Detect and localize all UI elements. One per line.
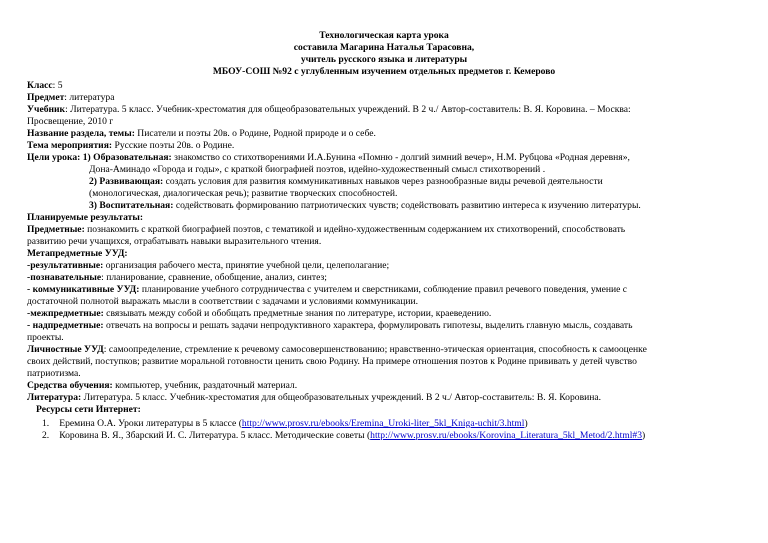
interdisciplinary-line (27, 308, 748, 320)
list-item (42, 430, 748, 442)
results-heading (27, 212, 748, 224)
resource-link[interactable]: http://www.prosv.ru/ebooks/Eremina_Uroki-liter_5kl_Kniga-uchit/3.html (241, 418, 525, 429)
list-item-text: Еремина О.А. Уроки литературы в 5 классе ( (59, 418, 242, 429)
subject-label: Предмет (27, 92, 65, 103)
textbook-line-cont: Просвещение, 2010 г (27, 116, 114, 127)
goal-developing-value: создать условия для развития коммуникативных навыков через разнообразные виды речевой деятельности (163, 176, 603, 187)
goal-educational-value: знакомство со стихотворениями И.А.Бунина «Помню - долгий зимний вечер», Н.М. Рубцова «Родная деревня», (171, 152, 630, 163)
goal-developing-cont: (монологическая, диалогическая речь); развитие творческих способностей. (89, 188, 398, 199)
list-item-text: Коровина В. Я., Збарский И. С. Литература. 5 класс. Методические советы ( (59, 430, 371, 441)
subject-results-label: Предметные: (27, 224, 85, 235)
results-label: Планируемые результаты: (27, 212, 144, 223)
goal-educational-label: 1) Образовательная: (80, 152, 172, 163)
internet-resources-label: Ресурсы сети Интернет: (36, 404, 141, 415)
interdisciplinary-label: -межпредметные: (27, 308, 104, 319)
section-line (27, 128, 748, 140)
resultative-line (27, 260, 748, 272)
section-label: Название раздела, темы: (27, 128, 135, 139)
subject-results-value: познакомить с краткой биографией поэтов, с тематикой и идейно-художественным содержанием их стихотворений, способствовать (84, 224, 626, 235)
subject-value: : литература (64, 92, 115, 103)
list-item-tail: ) (524, 418, 528, 429)
personal-cont-1: своих действий, поступков; развитие моральной готовности ценить свою Родину. На примере отношения поэтов к Родине прививать у детей чувство (27, 356, 637, 367)
supra-subject-value: отвечать на вопросы и решать задачи непродуктивного характера, формулировать гипотезы, выделить главную мысль, создавать (103, 320, 633, 331)
list-item (42, 418, 748, 430)
literature-line (27, 392, 748, 404)
list-item-number: 1. (42, 418, 50, 429)
supra-subject-cont: проекты. (27, 332, 64, 343)
communicative-line (27, 284, 748, 296)
goal-educational-cont: Дона-Аминадо «Города и годы», с краткой биографией поэтов, идейно-художественный смысл стихотворений . (89, 164, 546, 175)
goal-upbringing-line (89, 200, 748, 212)
textbook-line (27, 104, 748, 116)
literature-label: Литература: (27, 392, 82, 403)
cognitive-line (27, 272, 748, 284)
supra-subject-line (27, 320, 748, 332)
resource-link[interactable]: http://www.prosv.ru/ebooks/Korovina_Literatura_5kl_Metod/2.html#3 (370, 430, 643, 441)
subject-results-line (27, 224, 748, 236)
tools-value: компьютер, учебник, раздаточный материал. (112, 380, 298, 391)
goal-upbringing-label: 3) Воспитательная: (89, 200, 174, 211)
resultative-label: -результативные: (27, 260, 104, 271)
subject-results-cont: развитию речи учащихся, отрабатывать навыки выразительного чтения. (27, 236, 322, 247)
goals-line (27, 152, 748, 164)
personal-line (27, 344, 748, 356)
subject-line (27, 92, 748, 104)
class-value: : 5 (52, 80, 63, 91)
tools-line (27, 380, 748, 392)
textbook-label: Учебник (27, 104, 66, 115)
interdisciplinary-value: связывать между собой и обобщать предметные знания по литературе, истории, краеведению. (103, 308, 492, 319)
communicative-cont: достаточной полнотой выражать мысли в соответствии с задачами и условиями коммуникации. (27, 296, 419, 307)
communicative-value: планирование учебного сотрудничества с учителем и сверстниками, соблюдение правил речевого поведения, умение с (139, 284, 628, 295)
topic-label: Тема мероприятия: (27, 140, 113, 151)
topic-line (27, 140, 748, 152)
class-label: Класс (27, 80, 53, 91)
cognitive-value: : планирование, сравнение, обобщение, анализ, синтез; (101, 272, 327, 283)
textbook-value: : Литература. 5 класс. Учебник-хрестоматия для общеобразовательных учреждений. В 2 ч./ Автор-составитель: В. Я. Коровина. – Москва: (65, 104, 631, 115)
school-name: МБОУ-СОШ №92 с углубленным изучением отдельных предметов г. Кемерово (212, 66, 556, 77)
personal-label: Личностные УУД (27, 344, 104, 355)
personal-cont-2: патриотизма. (27, 368, 81, 379)
list-item-number: 2. (42, 430, 50, 441)
literature-value: Литература. 5 класс. Учебник-хрестоматия для общеобразовательных учреждений. В 2 ч./ Автор-составитель: В. Я. Коровина. (81, 392, 602, 403)
section-value: Писатели и поэты 20в. о Родине, Родной природе и о себе. (134, 128, 376, 139)
goal-developing-line (89, 176, 748, 188)
personal-value: : самоопределение, стремление к речевому самосовершенствованию; нравственно-этическая ориентация, способность к самооценке (103, 344, 647, 355)
author-name: составила Магарина Наталья Тарасовна, (293, 42, 475, 53)
doc-title: Технологическая карта урока (319, 30, 449, 41)
meta-heading (27, 248, 748, 260)
meta-label: Метапредметные УУД: (27, 248, 128, 259)
goal-developing-label: 2) Развивающая: (89, 176, 164, 187)
goals-label: Цели урока: (27, 152, 81, 163)
communicative-label: - коммуникативные УУД: (27, 284, 140, 295)
author-position: учитель русского языка и литературы (300, 54, 468, 65)
class-line (27, 80, 748, 92)
goal-upbringing-value: содействовать формированию патриотических чувств; содействовать развитию интереса к изучению литературы. (173, 200, 641, 211)
tools-label: Средства обучения: (27, 380, 113, 391)
resultative-value: организация рабочего места, принятие учебной цели, целеполагание; (103, 260, 390, 271)
topic-value: Русские поэты 20в. о Родине. (112, 140, 235, 151)
list-item-tail: ) (642, 430, 646, 441)
supra-subject-label: - надпредметные: (27, 320, 104, 331)
internet-resources-heading (36, 404, 748, 416)
cognitive-label: -познавательные (27, 272, 102, 283)
